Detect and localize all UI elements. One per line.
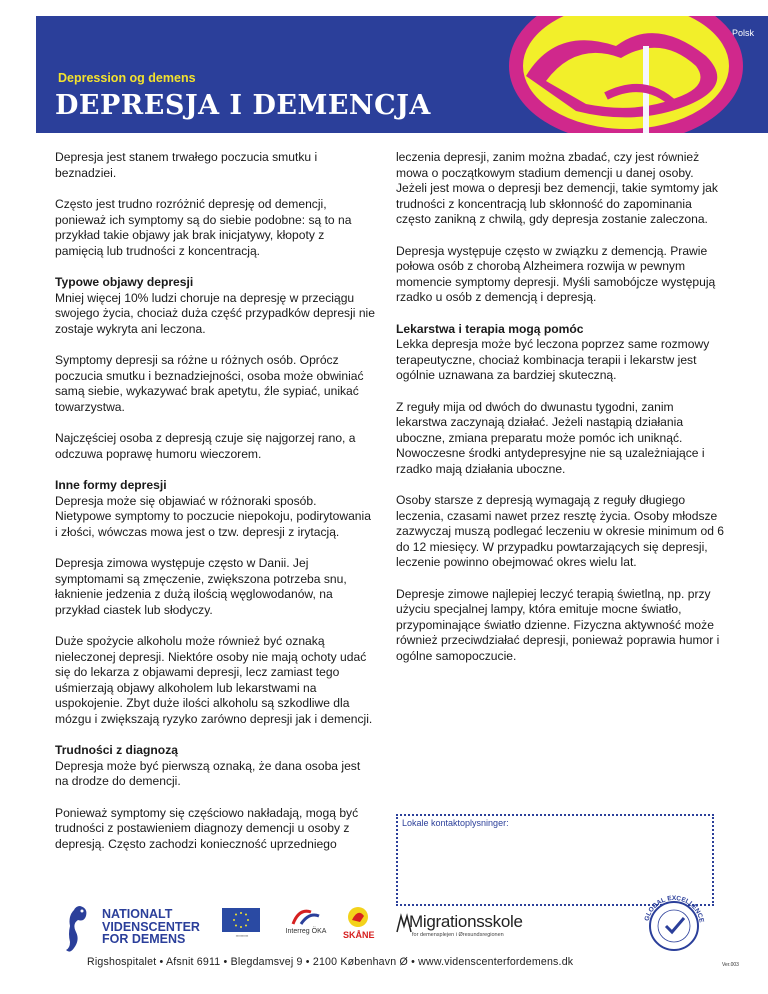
paragraph: Ponieważ symptomy się częściowo nakładają, mogą być trudności z postawieniem diagnozy demencji u osoby z depresją. Często zachodzi konieczność uprzedniego <box>55 805 359 851</box>
paragraph: leczenia depresji, zanim można zbadać, czy jest również mowa o początkowym stadium demencji u danej osoby. Jeżeli jest mowa o depresji bez demencji, takie symtomy jak trudności z koncentracją lub skłonność do zapominania często zanikną z chwilą, gdy depresja zostanie zaleczona. <box>396 150 718 226</box>
language-label: Polsk <box>731 28 754 38</box>
global-excellence-seal <box>636 888 712 964</box>
section-heading: Trudności z diagnozą <box>55 743 178 757</box>
section-heading: Inne formy depresji <box>55 478 167 492</box>
paragraph: Depresja może się objawiać w różnoraki sposób. Nietypowe symptomy to poczucie niepokoju, podirytowania i złości, wówczas mowa jest o tzw. depresji z irytacją. <box>55 493 371 539</box>
nvc-text <box>102 908 200 946</box>
header-banner <box>36 16 768 133</box>
interreg-swirl-icon <box>281 906 331 928</box>
footer-address: Rigshospitalet • Afsnit 6911 • Blegdamsvej 9 • 2100 København Ø • www.videnscenterfordemens.dk <box>87 956 574 968</box>
skane-logo <box>340 904 380 946</box>
eu-logo <box>216 908 268 948</box>
seahorse-icon <box>58 902 96 956</box>
migrationsskole-subtext: for demensplejen i Øresundsregionen <box>412 932 504 938</box>
section-heading: Typowe objawy depresji <box>55 275 194 289</box>
paragraph: Najczęściej osoba z depresją czuje się najgorzej rano, a odczuwa poprawę humoru wieczorem. <box>55 431 356 461</box>
paragraph: Często jest trudno rozróżnić depresję od demencji, ponieważ ich symptomy są do siebie podobne: są to na przykład takie objawy jak brak inicjatywy, kłopoty z pamięcią lub trudności z koncentracją. <box>55 197 352 258</box>
nvc-line: FOR DEMENS <box>102 932 186 946</box>
migrationsskole-text: Migrationsskole <box>409 912 523 931</box>
left-column <box>55 150 375 852</box>
skane-griffin-icon <box>340 904 376 930</box>
eu-caption: ▪▪▪▪▪▪▪▪▪▪ <box>235 934 249 938</box>
eu-flag-icon <box>222 908 260 932</box>
paragraph: Lekka depresja może być leczona poprzez same rozmowy terapeutyczne, chociaż kombinacja terapii i lekarstw jest ogólnie uznawana za bardziej skuteczną. <box>396 337 710 382</box>
logo-row <box>0 894 768 960</box>
paragraph: Duże spożycie alkoholu może również być oznaką nieleczonej depresji. Niektóre osoby nie mają ochoty udać się do lekarza z objawami depresji, lecz zamiast tego uśmierzają objawy alkoholem lub lekarstwami na uspokojenie. Zbyt duże ilości alkoholu są szkodliwe dla mózgu i zwiększają ryzyko zarówno depresji jak i demencji. <box>55 634 373 726</box>
brain-scan-image <box>486 16 768 133</box>
interreg-text: Interreg ÖKA <box>285 928 327 935</box>
paragraph: Symptomy depresji sa różne u różnych osób. Oprócz poczucia smutku i beznadziejności, osoba może obwiniać samą siebie, wykazywać brak apetytu, źle sypiać, unikać towarzystwa. <box>55 353 364 414</box>
paragraph: Depresja jest stanem trwałego poczucia smutku i beznadziei. <box>55 150 318 180</box>
skane-text: SKÅNE <box>343 930 375 940</box>
paragraph: Mniej więcej 10% ludzi choruje na depresję w przeciągu swojego życia, chociaż duża część przypadków depresji nie zostaje wykryta ani leczona. <box>55 290 375 336</box>
page-title: DEPRESJA I DEMENCJA <box>55 90 431 121</box>
subtitle: Depression og demens <box>58 71 196 85</box>
nvc-logo <box>58 902 198 954</box>
paragraph: Osoby starsze z depresją wymagają z reguły długiego leczenia, czasami nawet przez resztę życia. Osoby młodsze zazwyczaj muszą podlegać leczeniu w okresie minimum od 6 do 12 miesięcy. W przypadku powtarzających się depresji, leczenie powinno obejmować okres wielu lat. <box>396 493 725 569</box>
section-heading: Lekarstwa i terapia mogą pomóc <box>396 321 584 336</box>
version-label: Ver.003 <box>722 962 739 968</box>
migrationsskole-logo <box>395 910 530 946</box>
nvc-line: VIDENSCENTER <box>102 919 200 934</box>
nvc-line: NATIONALT <box>102 907 173 921</box>
paragraph: Depresje zimowe najlepiej leczyć terapią świetlną, np. przy użyciu specjalnej lampy, która emituje mocne światło, przypominające światło dzienne. Fizyczna aktywność może również przeciwdziałać depresji, ponieważ poprawia humor i ogólne samopoczucie. <box>396 586 720 663</box>
paragraph: Depresja występuje często w związku z demencją. Prawie połowa osób z chorobą Alzheimera rozwija w pewnym momencie symptomy depresji. Myśli samobójcze występują rzadko u osób z demencją i depresją. <box>396 243 716 304</box>
interreg-logo <box>281 906 331 946</box>
contact-label: Lokale kontaktoplysninger: <box>402 818 509 828</box>
svg-text:GLOBAL EXCELLENCE: GLOBAL EXCELLENCE <box>643 894 705 924</box>
paragraph: Depresja zimowa występuje często w Danii. Jej symptomami są zmęczenie, zwiększona potrzeba snu, łaknienie jedzenia z dużą ilością węglowodanów, na przykład ciastek lub słodyczy. <box>55 556 347 617</box>
paragraph: Z reguły mija od dwóch do dwunastu tygodni, zanim lekarstwa zaczynają działać. Jeżeli nastąpią działania uboczne, zmiana preparatu może pomóc ich uniknąć. Nowoczesne środki antydepresyjne nie są uzależniające i rzadko mają działania uboczne. <box>396 399 705 476</box>
right-column <box>396 150 726 664</box>
global-excellence-icon <box>636 888 712 964</box>
paragraph: Depresja może być pierwszą oznaką, że dana osoba jest na drodze do demencji. <box>55 758 361 788</box>
